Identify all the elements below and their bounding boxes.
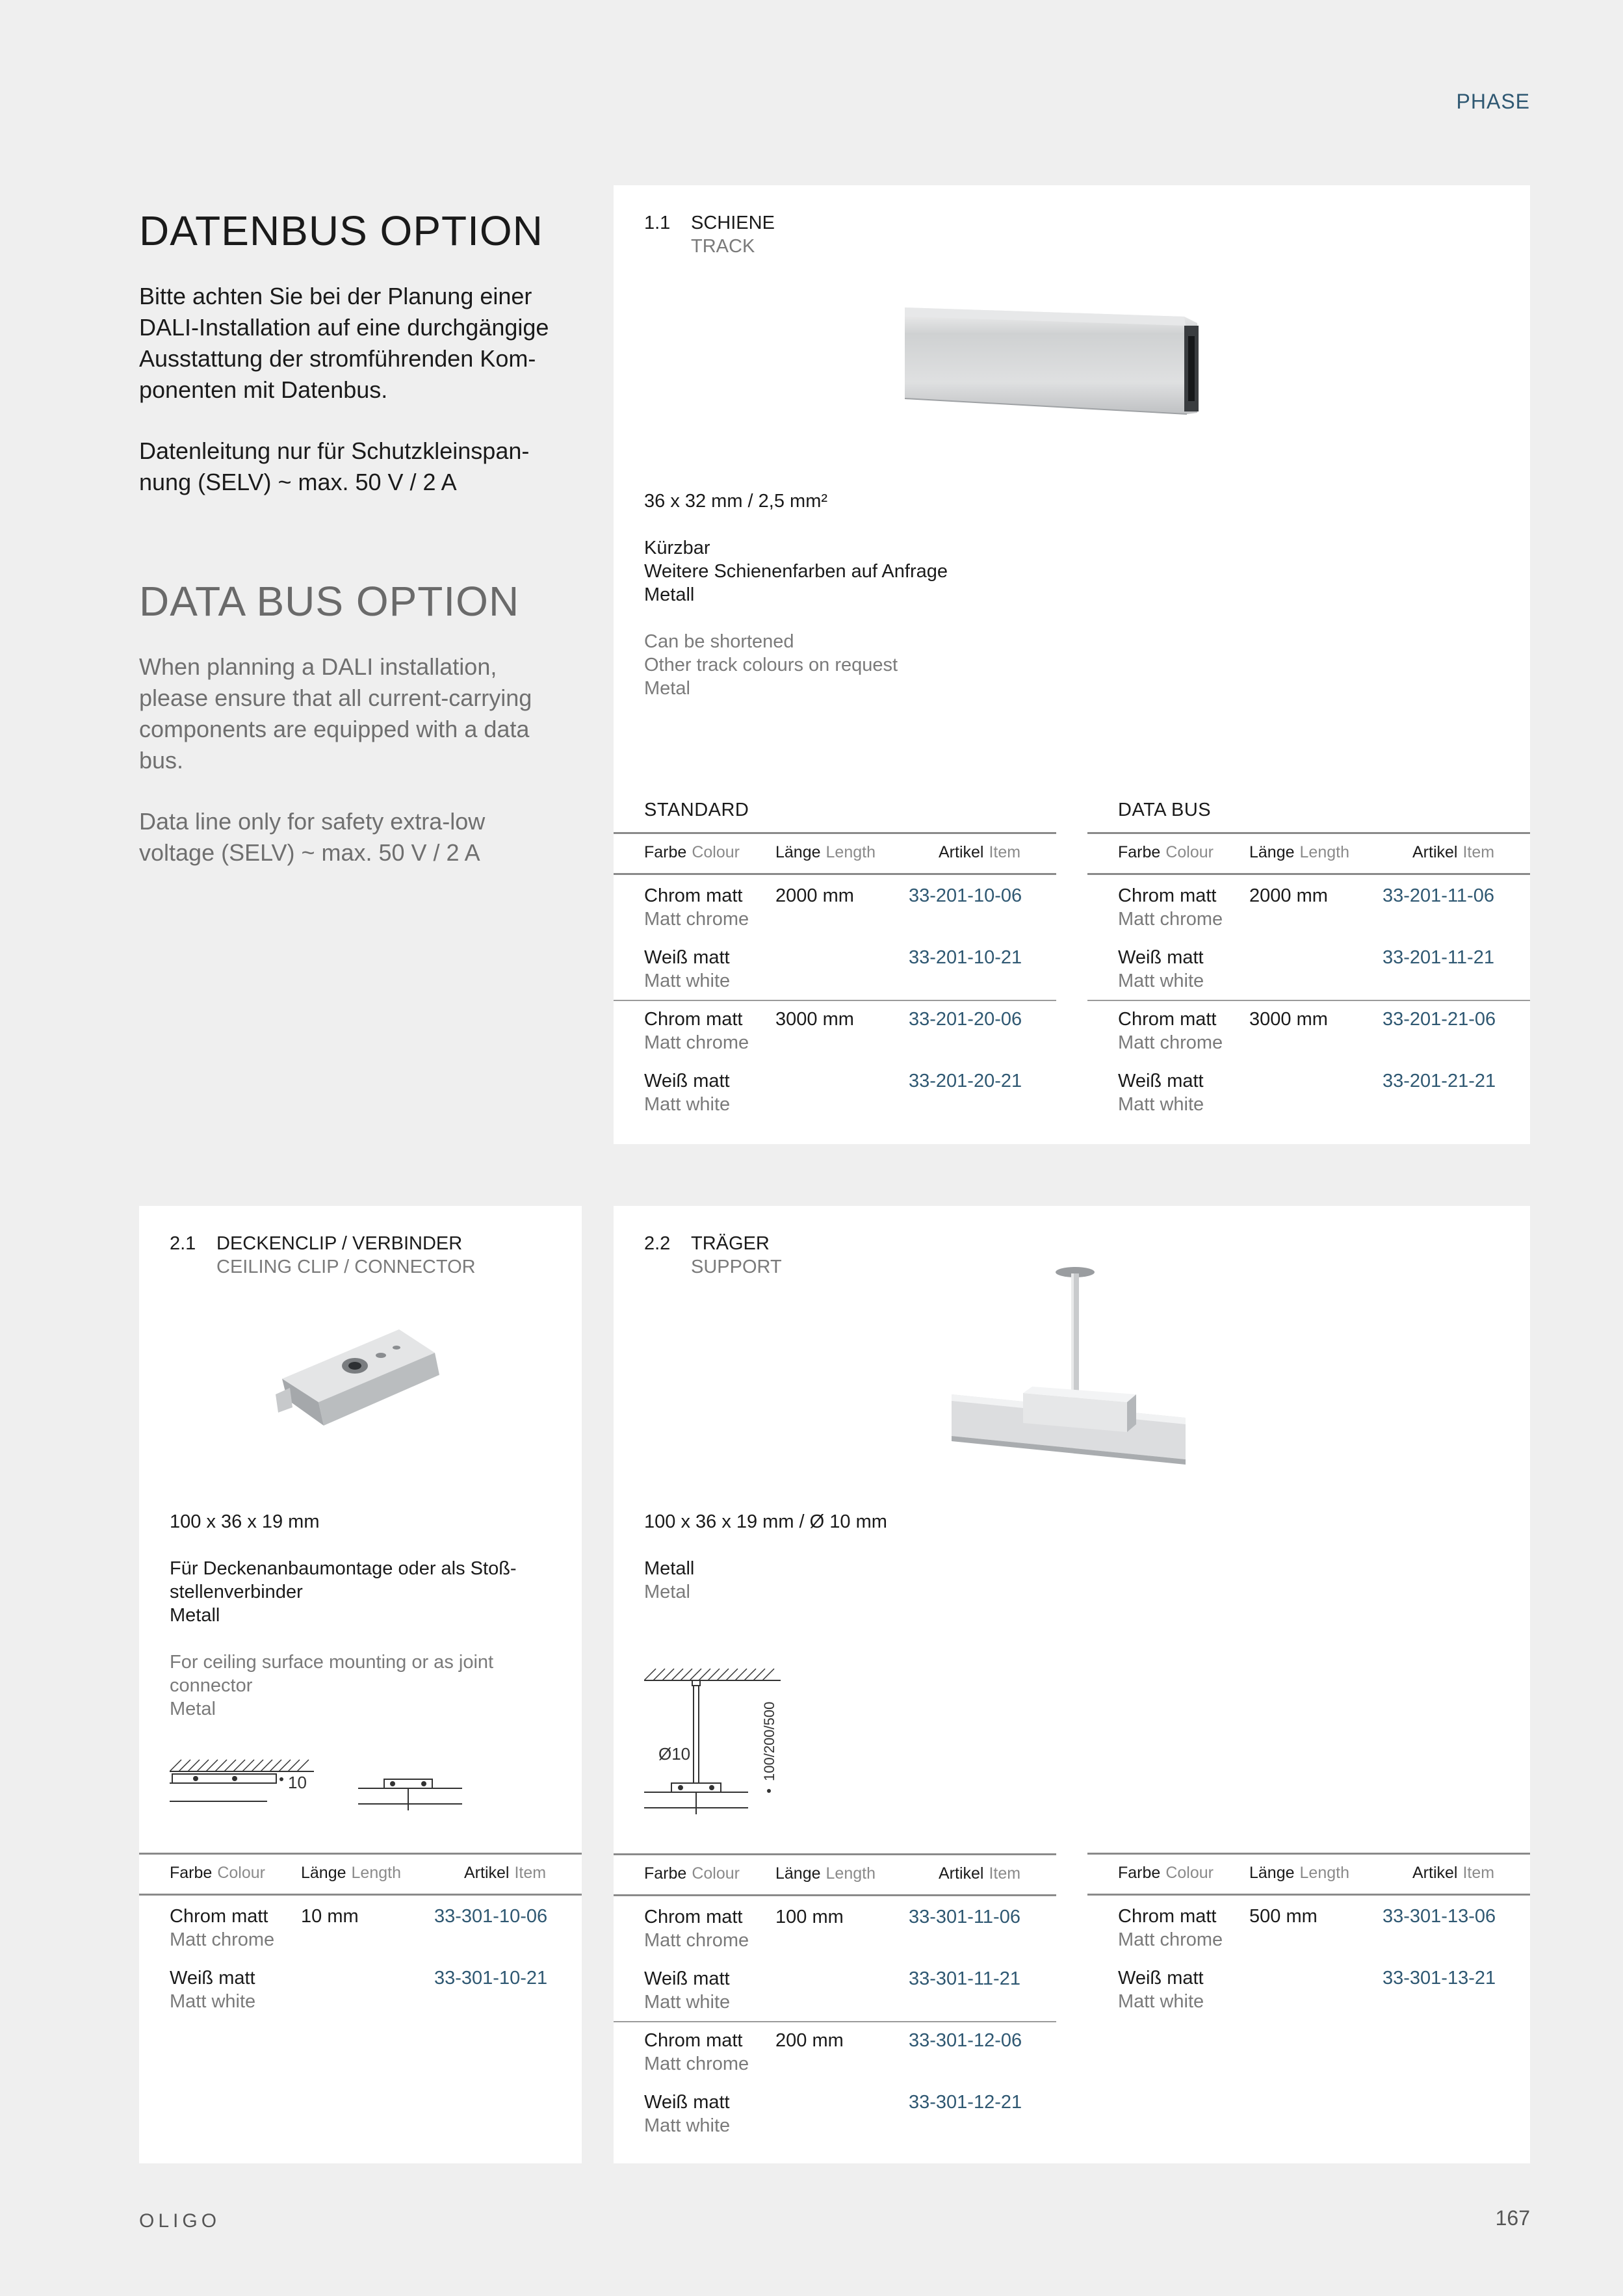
table-rule xyxy=(614,873,1056,875)
intro-de-paragraph-1: Bitte achten Sie bei der Planung einer DALI-Installation auf eine durchgängige Ausstattung der stromführenden Kom- ponenten mit Datenbus. xyxy=(139,283,549,403)
length-value: 3000 mm xyxy=(775,1009,854,1030)
length-value: 10 mm xyxy=(301,1906,359,1927)
table-row: Weiß matt Matt white xyxy=(1118,1968,1204,2012)
item-number: 33-201-20-06 xyxy=(909,1009,1022,1030)
support-panel: 2.2 TRÄGER SUPPORT 100 x 36 x 19 mm / Ø 10 mm Metall Metal Ø10 100/200/500 Farbe Colour Länge Length Artikel Item Chrom matt Matt chrome 100 mm 33-301-11-06 Weiß matt Matt white 33-301-11-21 Chrom matt Matt chrome 200 mm 33-301-12-06 Weiß matt Matt white 33-301-12-21 Farbe Colour Länge Length Artikel Item Chrom matt Matt chrome 500 mm 33-301-13-06 Weiß matt Matt white 33-301-13-21 xyxy=(614,1206,1530,2163)
clip-drawing-label: 10 xyxy=(288,1773,307,1792)
table-row: Chrom matt Matt chrome xyxy=(170,1906,275,1950)
table-row: Chrom matt Matt chrome xyxy=(644,1907,749,1951)
intro-en-paragraph-2: Data line only for safety extra-low voltage (SELV) ~ max. 50 V / 2 A xyxy=(139,808,486,866)
table-rule xyxy=(614,1853,1056,1855)
table-rule xyxy=(1087,1000,1530,1001)
page-title-en: DATA BUS OPTION xyxy=(139,578,520,625)
length-value: 100 mm xyxy=(775,1907,844,1927)
clip-description: Für Deckenanbaumontage oder als Stoß- stellenverbinder Metall For ceiling surface mounting or as joint connector Metal xyxy=(170,1558,517,1719)
length-value: 200 mm xyxy=(775,2030,844,2051)
col-item: Artikel Item xyxy=(1412,843,1495,861)
table-rule xyxy=(1087,1894,1530,1896)
table-rule xyxy=(1087,832,1530,834)
support-dimensions: 100 x 36 x 19 mm / Ø 10 mm xyxy=(644,1511,887,1532)
item-number: 33-201-10-06 xyxy=(909,885,1022,906)
support-technical-drawing xyxy=(644,1661,787,1817)
col-item: Artikel Item xyxy=(939,1864,1021,1883)
table-rule xyxy=(614,1894,1056,1896)
table-rule xyxy=(139,1853,582,1855)
clip-dimensions: 100 x 36 x 19 mm xyxy=(170,1511,320,1532)
length-value: 3000 mm xyxy=(1249,1009,1328,1030)
col-colour: Farbe Colour xyxy=(1118,843,1214,861)
page-title-de: DATENBUS OPTION xyxy=(139,207,543,254)
track-dimensions: 36 x 32 mm / 2,5 mm² xyxy=(644,491,828,512)
track-rail-image xyxy=(905,302,1204,426)
item-number: 33-301-11-06 xyxy=(909,1907,1020,1927)
col-item: Artikel Item xyxy=(939,843,1021,861)
clip-technical-drawing xyxy=(170,1758,482,1817)
table-row: Chrom matt Matt chrome xyxy=(644,1009,749,1053)
table-row: Weiß matt Matt white xyxy=(1118,1071,1204,1115)
col-item: Artikel Item xyxy=(464,1864,547,1882)
col-length: Länge Length xyxy=(775,843,876,861)
col-colour: Farbe Colour xyxy=(170,1864,265,1882)
col-length: Länge Length xyxy=(775,1864,876,1883)
table-row: Weiß matt Matt white xyxy=(644,947,731,991)
col-colour: Farbe Colour xyxy=(644,1864,740,1883)
length-value: 2000 mm xyxy=(1249,885,1328,906)
table-row: Chrom matt Matt chrome xyxy=(644,2030,749,2074)
intro-english xyxy=(139,577,568,898)
track-panel: 1.1 SCHIENE TRACK 36 x 32 mm / 2,5 mm² Kürzbar Weitere Schienenfarben auf Anfrage Metall Can be shortened Other track colours on request Metal STANDARD Farbe Colour Länge Length Artikel Item Chrom matt Matt chrome 2000 mm 33-201-10-06 Weiß matt Matt white 33-201-10-21 Chrom matt Matt chrome 3000 mm 33-201-20-06 Weiß matt Matt white 33-201-20-21 DATA BUS Farbe Colour Länge Length Artikel Item Chrom matt Matt chrome 2000 mm 33-201-11-06 Weiß matt Matt white 33-201-11-21 Chrom matt Matt chrome 3000 mm 33-201-21-06 Weiß matt Matt white 33-201-21-21 xyxy=(614,185,1530,1144)
col-colour: Farbe Colour xyxy=(1118,1864,1214,1882)
brand-line: PHASE xyxy=(1456,90,1530,113)
support-description: Metall Metal xyxy=(644,1558,695,1602)
intro-german xyxy=(139,207,568,528)
support-image xyxy=(952,1264,1186,1498)
table-row: Chrom matt Matt chrome xyxy=(1118,1009,1223,1053)
item-number: 33-201-21-21 xyxy=(1383,1071,1496,1091)
page-number: 167 xyxy=(1495,2206,1530,2230)
item-number: 33-301-12-06 xyxy=(909,2030,1022,2051)
table-row: Weiß matt Matt white xyxy=(1118,947,1204,991)
ceiling-clip-image xyxy=(276,1316,451,1427)
item-number: 33-301-13-21 xyxy=(1383,1968,1496,1989)
col-length: Länge Length xyxy=(301,1864,401,1882)
table-row: Weiß matt Matt white xyxy=(644,1071,731,1115)
table-row: Weiß matt Matt white xyxy=(644,2092,731,2136)
table-rule xyxy=(614,1000,1056,1001)
length-value: 500 mm xyxy=(1249,1906,1318,1927)
length-value: 2000 mm xyxy=(775,885,854,906)
support-length-label: 100/200/500 xyxy=(761,1701,777,1781)
table-rule xyxy=(614,832,1056,834)
table-row: Weiß matt Matt white xyxy=(170,1968,256,2012)
item-number: 33-301-11-21 xyxy=(909,1968,1020,1989)
intro-de-paragraph-2: Datenleitung nur für Schutzkleinspan- nung (SELV) ~ max. 50 V / 2 A xyxy=(139,437,530,495)
item-number: 33-201-10-21 xyxy=(909,947,1022,968)
table-row: Chrom matt Matt chrome xyxy=(644,885,749,930)
intro-en-paragraph-1: When planning a DALI installation, please ensure that all current-carrying components are equipped with a data bus. xyxy=(139,653,532,774)
item-number: 33-301-12-21 xyxy=(909,2092,1022,2113)
table-row: Chrom matt Matt chrome xyxy=(1118,1906,1223,1950)
track-description: Kürzbar Weitere Schienenfarben auf Anfrage Metall Can be shortened Other track colours on request Metal xyxy=(644,538,948,699)
item-number: 33-201-20-21 xyxy=(909,1071,1022,1091)
table-rule xyxy=(1087,1853,1530,1855)
clip-panel: 2.1 DECKENCLIP / VERBINDER CEILING CLIP / CONNECTOR 100 x 36 x 19 mm Für Deckenanbaumontage oder als Stoß- stellenverbinder Metall For ceiling surface mounting or as joint connector Metal 10 Farbe Colour Länge Length Artikel Item Chrom matt Matt chrome 10 mm 33-301-10-06 Weiß matt Matt white 33-301-10-21 xyxy=(139,1206,582,2163)
table-rule xyxy=(139,1894,582,1896)
item-number: 33-201-21-06 xyxy=(1383,1009,1496,1030)
item-number: 33-201-11-21 xyxy=(1383,947,1494,968)
table-rule xyxy=(614,2021,1056,2022)
item-number: 33-301-10-21 xyxy=(434,1968,548,1989)
table-row: Chrom matt Matt chrome xyxy=(1118,885,1223,930)
col-length: Länge Length xyxy=(1249,1864,1349,1882)
table-row: Weiß matt Matt white xyxy=(644,1968,731,2013)
item-number: 33-301-10-06 xyxy=(434,1906,548,1927)
brand-logo: OLIGO xyxy=(139,2210,221,2232)
standard-table-title: STANDARD xyxy=(644,800,749,820)
support-diameter-label: Ø10 xyxy=(658,1744,691,1764)
item-number: 33-201-11-06 xyxy=(1383,885,1494,906)
item-number: 33-301-13-06 xyxy=(1383,1906,1496,1927)
databus-table-title: DATA BUS xyxy=(1118,800,1212,820)
table-rule xyxy=(1087,873,1530,875)
col-item: Artikel Item xyxy=(1412,1864,1495,1882)
col-length: Länge Length xyxy=(1249,843,1349,861)
col-colour: Farbe Colour xyxy=(644,843,740,861)
